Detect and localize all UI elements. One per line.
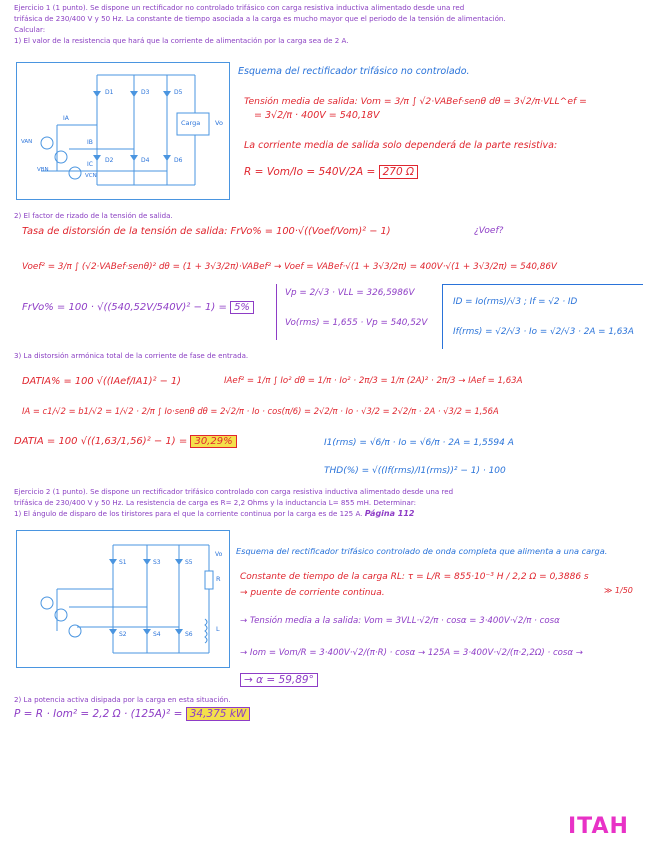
ej2-s1-line-4: → Iom = Vom/R = 3·400V·√2/(π·R) · cosα → 125A = 3·400V·√2/(π·2,2Ω) · cosα → — [240, 648, 584, 658]
ej1-s1-line-2: = 3√2/π · 400V = 540,18V — [254, 110, 380, 121]
ej2-s2-result: 34,375 kW — [186, 707, 251, 721]
ej2-s1-result: → α = 59,89° — [240, 673, 318, 687]
ej1-s1-line-1: Tensión media de salida: Vom = 3/π ∫ √2·VABef·senθ dθ = 3√2/π·VLL^ef = — [244, 96, 587, 107]
ej1-circuit-svg — [17, 63, 229, 199]
ej2-statement-line-1: Ejercicio 2 (1 punto). Se dispone un rectificador trifásico controlado con carga resistiva inductiva alimentado desde una red — [14, 487, 454, 496]
ej1-statement-line-3: Calcular: — [14, 25, 46, 34]
ej2-statement-line-2: trifásica de 230/400 V y 50 Hz. La resistencia de carga es R= 2,2 Ohms y la inductancia L= 855 mH. Determinar: — [14, 498, 417, 507]
itah-logo: ITAH — [568, 814, 629, 839]
ej1-s2-fr-result: 5% — [230, 301, 254, 314]
ej1-label-vcn: VCN — [85, 173, 97, 179]
ej1-label-ic: IC — [87, 161, 93, 168]
ej1-label-ib: IB — [87, 139, 93, 146]
ej1-s3-line-1: DATIA% = 100 √((IAef/IA1)² − 1) — [22, 376, 181, 387]
ej1-circuit-diagram — [16, 62, 230, 200]
ej1-label-d3: D3 — [141, 89, 150, 96]
ej2-scheme-title: Esquema del rectificador trifásico controlado de onda completa que alimenta a una carga. — [236, 546, 608, 556]
ej1-question-3: 3) La distorsión armónica total de la corriente de fase de entrada. — [14, 351, 249, 360]
ej1-s2-vorms: Vo(rms) = 1,655 · Vp = 540,52V — [285, 318, 428, 328]
ej1-label-d4: D4 — [141, 157, 150, 164]
ej1-s2-id: ID = Io(rms)/√3 ; If = √2 · ID — [453, 297, 578, 307]
ej2-label-s3: S3 — [153, 559, 161, 566]
ej2-label-r: R — [216, 575, 221, 583]
ej1-scheme-title: Esquema del rectificador trifásico no controlado. — [238, 66, 470, 77]
ej1-label-ia: IA — [63, 115, 69, 122]
ej1-label-d1: D1 — [105, 89, 114, 96]
ej1-statement-line-2: trifásica de 230/400 V y 50 Hz. La constante de tiempo asociada a la carga es mucho mayor que el periodo de la tensión de alimentación. — [14, 14, 506, 23]
ej2-question-1-page: Página 112 — [364, 509, 415, 518]
ej1-label-vo: Vo — [215, 119, 223, 127]
ej1-s2-line-1: Tasa de distorsión de la tensión de salida: FrVo% = 100·√((Voef/Vom)² − 1) — [22, 226, 391, 237]
ej1-label-vbn: VBN — [37, 167, 49, 173]
ej1-s2-if: If(rms) = √2/√3 · Io = √2/√3 · 2A = 1,63A — [453, 327, 634, 337]
ej1-s2-note: ¿Voef? — [474, 226, 504, 236]
ej1-s3-i1: I1(rms) = √6/π · Io = √6/π · 2A = 1,5594 A — [324, 438, 514, 448]
ej1-s3-dat-result: 30,29% — [190, 435, 236, 448]
ej1-s1-line-3: La corriente media de salida solo dependerá de la parte resistiva: — [244, 140, 558, 151]
ej2-question-1: 1) El ángulo de disparo de los tiristores para el que la corriente continua por la carga es de 125 A. — [14, 509, 363, 518]
ej2-label-s6: S6 — [185, 631, 193, 638]
ej1-s2-vp-group — [276, 284, 433, 340]
ej1-s3-iaef: IAef² = 1/π ∫ Io² dθ = 1/π · Io² · 2π/3 = 1/π (2A)² · 2π/3 → IAef = 1,63A — [224, 376, 523, 386]
ej1-s2-line-2: Voef² = 3/π ∫ (√2·VABef·senθ)² dθ = (1 + 3√3/2π)·VABef² → Voef = VABef·√(1 + 3√3/2π) = 400V·√(1 + 3√3/2π) = 540,86V — [22, 262, 557, 272]
ej2-circuit-svg — [17, 531, 229, 667]
ej2-label-l: L — [216, 625, 220, 633]
ej1-s2-vp: Vp = 2/√3 · VLL = 326,5986V — [285, 288, 415, 298]
ej2-s1-line-3: → Tensión media a la salida: Vom = 3VLL·√2/π · cosα = 3·400V·√2/π · cosα — [240, 616, 560, 626]
ej1-label-d2: D2 — [105, 157, 114, 164]
ej2-label-s5: S5 — [185, 559, 193, 566]
ej1-s1-r-formula: R = Vom/Io = 540V/2A = — [244, 166, 376, 178]
ej1-s2-id-group — [442, 284, 643, 349]
ej2-s1-line-1: Constante de tiempo de la carga RL: τ = L/R = 855·10⁻³ H / 2,2 Ω = 0,3886 s — [240, 572, 589, 582]
ej1-label-d6: D6 — [174, 157, 183, 164]
ej2-label-vo: Vo — [215, 551, 223, 558]
ej1-s3-ia: IA = c1/√2 = b1/√2 = 1/√2 · 2/π ∫ Io·senθ dθ = 2√2/π · Io · cos(π/6) = 2√2/π · Io · √3/2 = 2√2/π · 2A · √3/2 = 1,56A — [22, 406, 499, 416]
ej2-label-s4: S4 — [153, 631, 161, 638]
ej2-question-2: 2) La potencia activa disipada por la carga en esta situación. — [14, 695, 231, 704]
ej1-question-2: 2) El factor de rizado de la tensión de salida. — [14, 211, 173, 220]
ej1-statement-line-1: Ejercicio 1 (1 punto). Se dispone un rectificador no controlado trifásico con carga resistiva inductiva alimentado desde una red — [14, 3, 465, 12]
ej2-s1-gt: ≫ 1/50 — [604, 586, 633, 595]
ej2-circuit-diagram — [16, 530, 230, 668]
ej1-s3-dat-formula: DATIA = 100 √((1,63/1,56)² − 1) = — [14, 436, 188, 447]
ej1-label-van: VAN — [21, 139, 33, 145]
ej2-label-s2: S2 — [119, 631, 127, 638]
ej1-s3-thd: THD(%) = √((If(rms)/I1(rms))² − 1) · 100 — [324, 466, 506, 476]
ej2-s1-line-2: → puente de corriente continua. — [240, 588, 385, 598]
ej2-label-s1: S1 — [119, 559, 127, 566]
ej1-label-load: Carga — [181, 119, 201, 127]
ej1-s1-r-result: 270 Ω — [379, 165, 418, 179]
ej1-question-1: 1) El valor de la resistencia que hará que la corriente de alimentación por la carga sea de 2 A. — [14, 36, 349, 45]
ej1-label-d5: D5 — [174, 89, 183, 96]
ej1-s2-fr-formula: FrVo% = 100 · √((540,52V/540V)² − 1) = — [22, 302, 227, 313]
ej2-s2-formula: P = R · Iom² = 2,2 Ω · (125A)² = — [14, 708, 183, 720]
